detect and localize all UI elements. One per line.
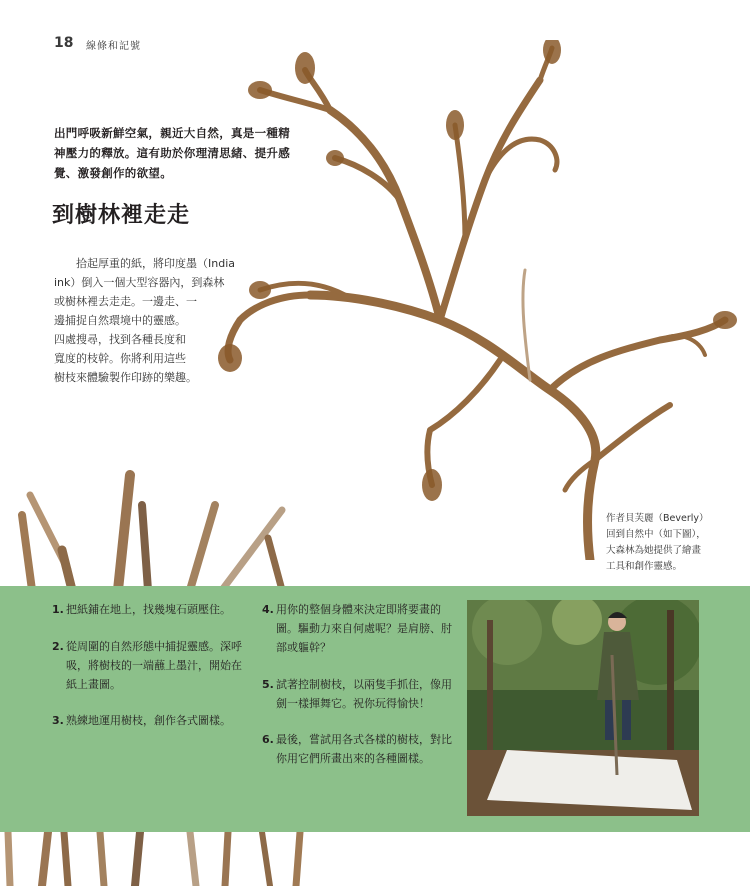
artist-forest-photo [467,600,699,816]
step-5 [262,675,457,713]
step-text: 從周圍的自然形態中捕捉靈感。深呼吸，將樹枝的一端蘸上墨汁，開始在紙上畫圖。 [66,640,242,691]
step-text: 最後，嘗試用各式各樣的樹枝，對比你用它們所畫出來的各種圖樣。 [276,733,452,765]
body-line: ink）倒入一個大型容器內，到森林 [54,276,225,289]
step-number: 1. [52,603,64,616]
step-3 [52,711,252,730]
step-number: 5. [262,678,274,691]
body-line: 或樹林裡去走走。一邊走、一 [54,295,197,308]
caption-line: 回到自然中（如下圖）， [606,529,706,540]
step-text: 試著控制樹枝，以兩隻手抓住，像用劍一樣揮舞它。祝你玩得愉快！ [276,678,452,710]
caption-line: 工具和創作靈感。 [606,561,683,572]
step-number: 6. [262,733,274,746]
body-line: 寬度的枝幹。你將利用這些 [54,352,186,365]
body-line: 四處搜尋，找到各種長度和 [54,333,186,346]
step-6 [262,730,457,768]
step-text: 用你的整個身體來決定即將要畫的圖。驅動力來自何處呢？是肩膀、肘部或軀幹？ [276,603,452,654]
step-number: 3. [52,714,64,727]
step-text: 把紙鋪在地上，找幾塊石頭壓住。 [66,603,231,616]
caption-line: 作者貝芙麗（Beverly） [606,513,709,524]
section-title: 線條和記號 [86,41,141,52]
body-line: 樹枝來體驗製作印跡的樂趣。 [54,371,197,384]
body-paragraph [54,254,244,387]
sticks-image-top [0,470,330,590]
photo-caption [606,511,716,575]
step-1 [52,600,252,619]
body-line: 拾起厚重的紙，將印度墨（India [54,257,235,270]
step-number: 4. [262,603,274,616]
body-line: 邊捕捉自然環境中的靈感。 [54,314,186,327]
step-number: 2. [52,640,64,653]
main-heading: 到樹林裡走走 [52,202,191,228]
page-number: 18 [54,35,74,51]
intro-paragraph: 出門呼吸新鮮空氣，親近大自然，真是一種精神壓力的釋放。這有助於你理清思緒、提升感覺、激發創作的欲望。 [54,126,290,180]
step-4 [262,600,457,657]
caption-line: 大森林為她提供了繪畫 [606,545,702,556]
sticks-image-bottom [0,832,330,886]
step-text: 熟練地運用樹枝，創作各式圖樣。 [66,714,231,727]
step-2 [52,637,252,694]
